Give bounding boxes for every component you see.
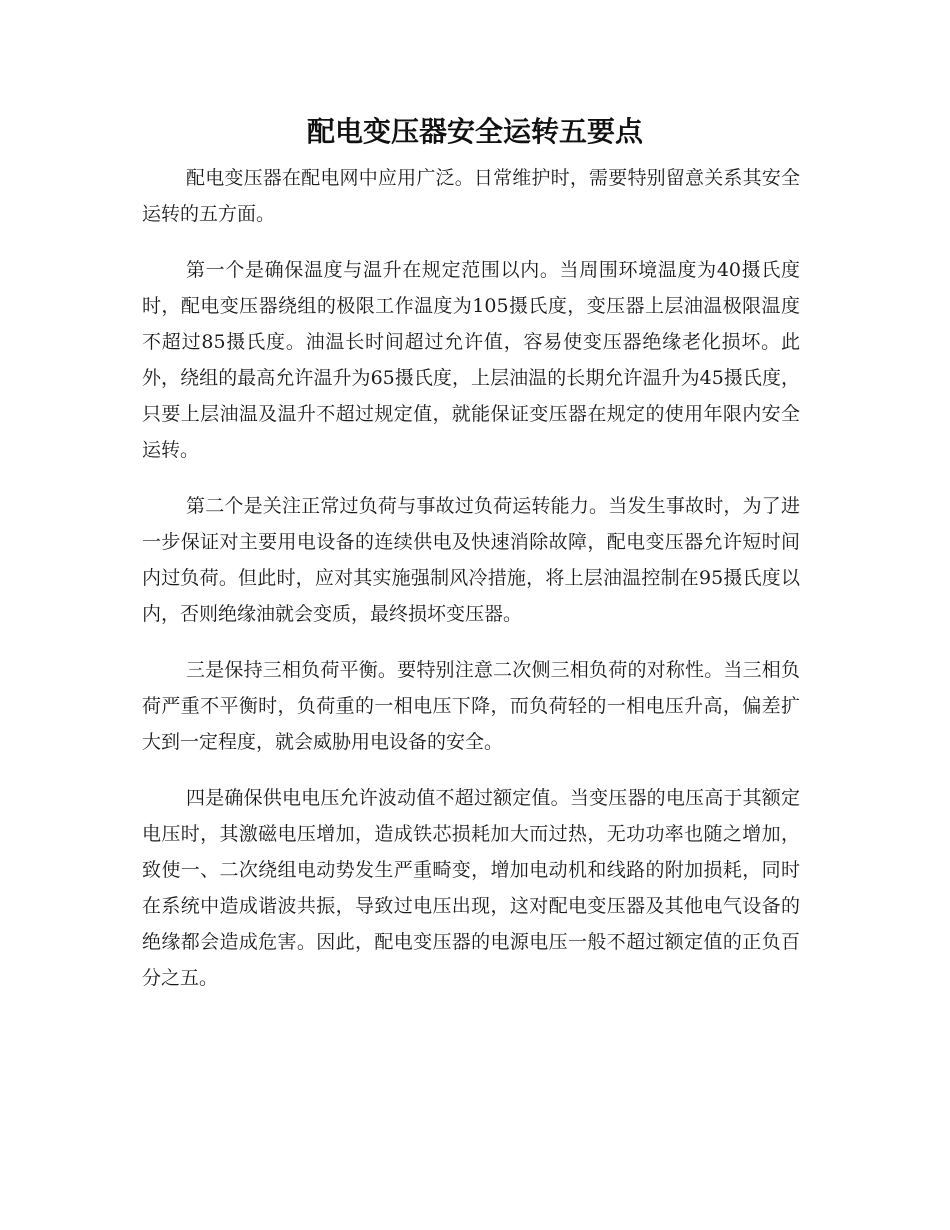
document-title: 配电变压器安全运转五要点	[306, 115, 643, 148]
paragraph-intro: 配电变压器在配电网中应用广泛。日常维护时，需要特别留意关系其安全运转的五方面。	[142, 167, 800, 225]
document-body	[142, 160, 800, 1016]
paragraph-temperature: 第一个是确保温度与温升在规定范围以内。当周围环境温度为40摄氏度时，配电变压器绕组的极限工作温度为105摄氏度，变压器上层油温极限温度不超过85摄氏度。油温长时间超过允许值，容易使变压器绝缘老化损坏。此外，绕组的最高允许温升为65摄氏度，上层油温的长期允许温升为45摄氏度，只要上层油温及温升不超过规定值，就能保证变压器在规定的使用年限内安全运转。	[142, 259, 800, 461]
paragraph-load-balance: 三是保持三相负荷平衡。要特别注意二次侧三相负荷的对称性。当三相负荷严重不平衡时，负荷重的一相电压下降，而负荷轻的一相电压升高，偏差扩大到一定程度，就会威胁用电设备的安全。	[142, 659, 800, 753]
paragraph-overload: 第二个是关注正常过负荷与事故过负荷运转能力。当发生事故时，为了进一步保证对主要用电设备的连续供电及快速消除故障，配电变压器允许短时间内过负荷。但此时，应对其实施强制风冷措施，将上层油温控制在95摄氏度以内，否则绝缘油就会变质，最终损坏变压器。	[142, 495, 800, 625]
paragraph-voltage: 四是确保供电电压允许波动值不超过额定值。当变压器的电压高于其额定电压时，其激磁电压增加，造成铁芯损耗加大而过热，无功功率也随之增加，致使一、二次绕组电动势发生严重畸变，增加电动机和线路的附加损耗，同时在系统中造成谐波共振，导致过电压出现，这对配电变压器及其他电气设备的绝缘都会造成危害。因此，配电变压器的电源电压一般不超过额定值的正负百分之五。	[142, 787, 800, 989]
